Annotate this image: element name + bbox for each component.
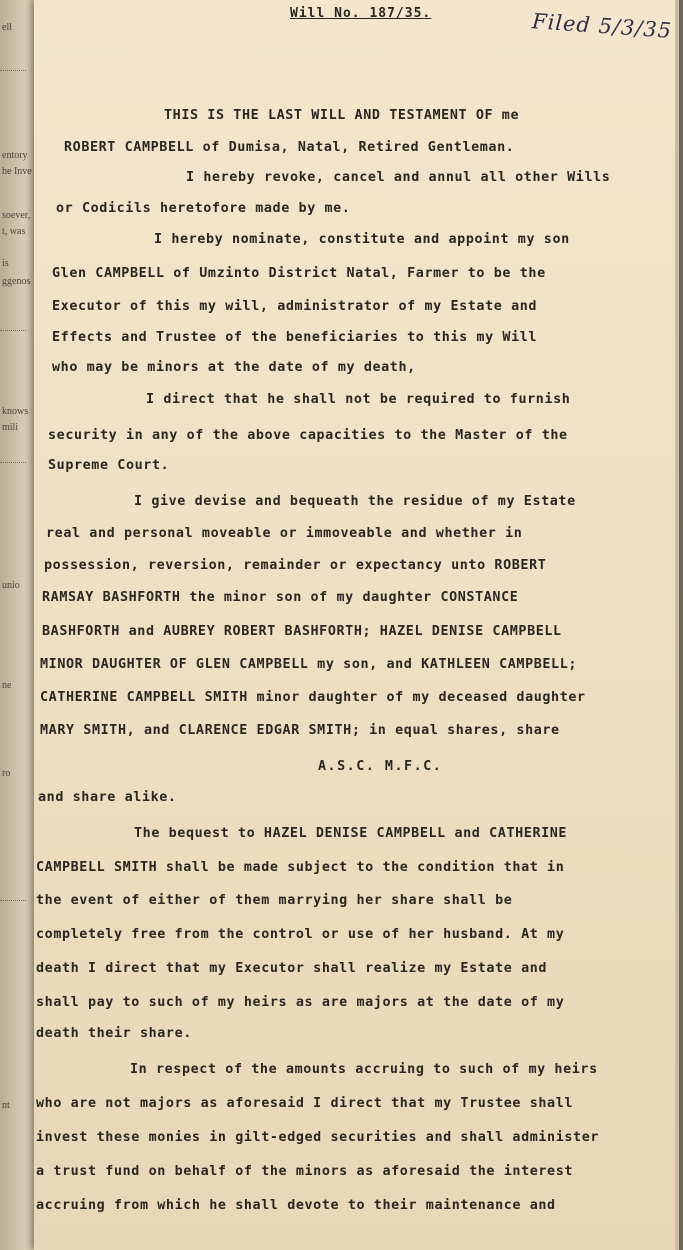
will-text-line: the event of either of them marrying her share shall be [36, 893, 513, 908]
margin-fragment: knows [2, 406, 29, 417]
will-text-line: CAMPBELL SMITH shall be made subject to the condition that in [36, 860, 565, 875]
will-text-line: and share alike. [38, 790, 177, 805]
margin-fragment: ne [2, 680, 12, 691]
will-text-line: shall pay to such of my heirs as are majors at the date of my [36, 995, 565, 1010]
will-document-page [34, 0, 679, 1250]
will-text-line: Supreme Court. [48, 458, 170, 473]
will-text-line: who may be minors at the date of my death, [52, 360, 416, 375]
margin-fragment: ell [2, 22, 12, 33]
will-text-line: a trust fund on behalf of the minors as aforesaid the interest [36, 1164, 574, 1179]
margin-fragment: mili [2, 422, 19, 433]
will-text-line: accruing from which he shall devote to their maintenance and [36, 1198, 556, 1213]
will-text-line: real and personal moveable or immoveable and whether in [46, 526, 523, 541]
margin-fragment: soever, [2, 210, 31, 221]
will-text-line: Executor of this my will, administrator of my Estate and [52, 299, 538, 314]
will-text-line: who are not majors as aforesaid I direct that my Trustee shall [36, 1096, 574, 1111]
margin-fragment: entory [2, 150, 28, 161]
margin-fragment: unio [2, 580, 20, 591]
will-text-line: I hereby nominate, constitute and appoint my son [154, 232, 570, 247]
margin-fragment: t, was [2, 226, 26, 237]
will-text-line: or Codicils heretofore made by me. [56, 201, 351, 216]
margin-rule [0, 330, 26, 331]
will-text-line: THIS IS THE LAST WILL AND TESTAMENT OF me [164, 108, 520, 123]
margin-fragment: ggenos [2, 276, 31, 287]
will-text-line: In respect of the amounts accruing to such of my heirs [130, 1062, 598, 1077]
will-text-line: I hereby revoke, cancel and annul all other Wills [186, 170, 611, 185]
margin-rule [0, 900, 26, 901]
margin-fragment: he Inve [2, 166, 32, 177]
will-text-line: death their share. [36, 1026, 192, 1041]
will-text-line: RAMSAY BASHFORTH the minor son of my daughter CONSTANCE [42, 590, 519, 605]
will-text-line: Glen CAMPBELL of Umzinto District Natal, Farmer to be the [52, 266, 546, 281]
will-text-line: BASHFORTH and AUBREY ROBERT BASHFORTH; HAZEL DENISE CAMPBELL [42, 624, 562, 639]
margin-fragment: is [2, 258, 9, 269]
handwritten-filed-note: Filed 5/3/35 [531, 9, 673, 43]
will-text-line: Effects and Trustee of the beneficiaries to this my Will [52, 330, 538, 345]
will-text-line: security in any of the above capacities to the Master of the [48, 428, 568, 443]
margin-fragment: nt [2, 1100, 10, 1111]
margin-rule [0, 462, 26, 463]
will-text-line: invest these monies in gilt-edged securities and shall administer [36, 1130, 600, 1145]
will-text-line: possession, reversion, remainder or expectancy unto ROBERT [44, 558, 547, 573]
will-text-line: ROBERT CAMPBELL of Dumisa, Natal, Retired Gentleman. [64, 140, 515, 155]
initials-line: A.S.C. M.F.C. [318, 759, 443, 774]
will-text-line: MINOR DAUGHTER OF GLEN CAMPBELL my son, and KATHLEEN CAMPBELL; [40, 657, 578, 672]
will-text-line: CATHERINE CAMPBELL SMITH minor daughter of my deceased daughter [40, 690, 586, 705]
will-text-line: completely free from the control or use of her husband. At my [36, 927, 565, 942]
will-number-heading: Will No. 187/35. [290, 6, 432, 21]
will-text-line: I direct that he shall not be required to furnish [146, 392, 571, 407]
will-text-line: The bequest to HAZEL DENISE CAMPBELL and CATHERINE [134, 826, 568, 841]
will-text-line: death I direct that my Executor shall realize my Estate and [36, 961, 548, 976]
margin-fragment: ro [2, 768, 11, 779]
will-text-line: MARY SMITH, and CLARENCE EDGAR SMITH; in equal shares, share [40, 723, 560, 738]
margin-rule [0, 70, 26, 71]
will-text-line: I give devise and bequeath the residue of my Estate [134, 494, 576, 509]
